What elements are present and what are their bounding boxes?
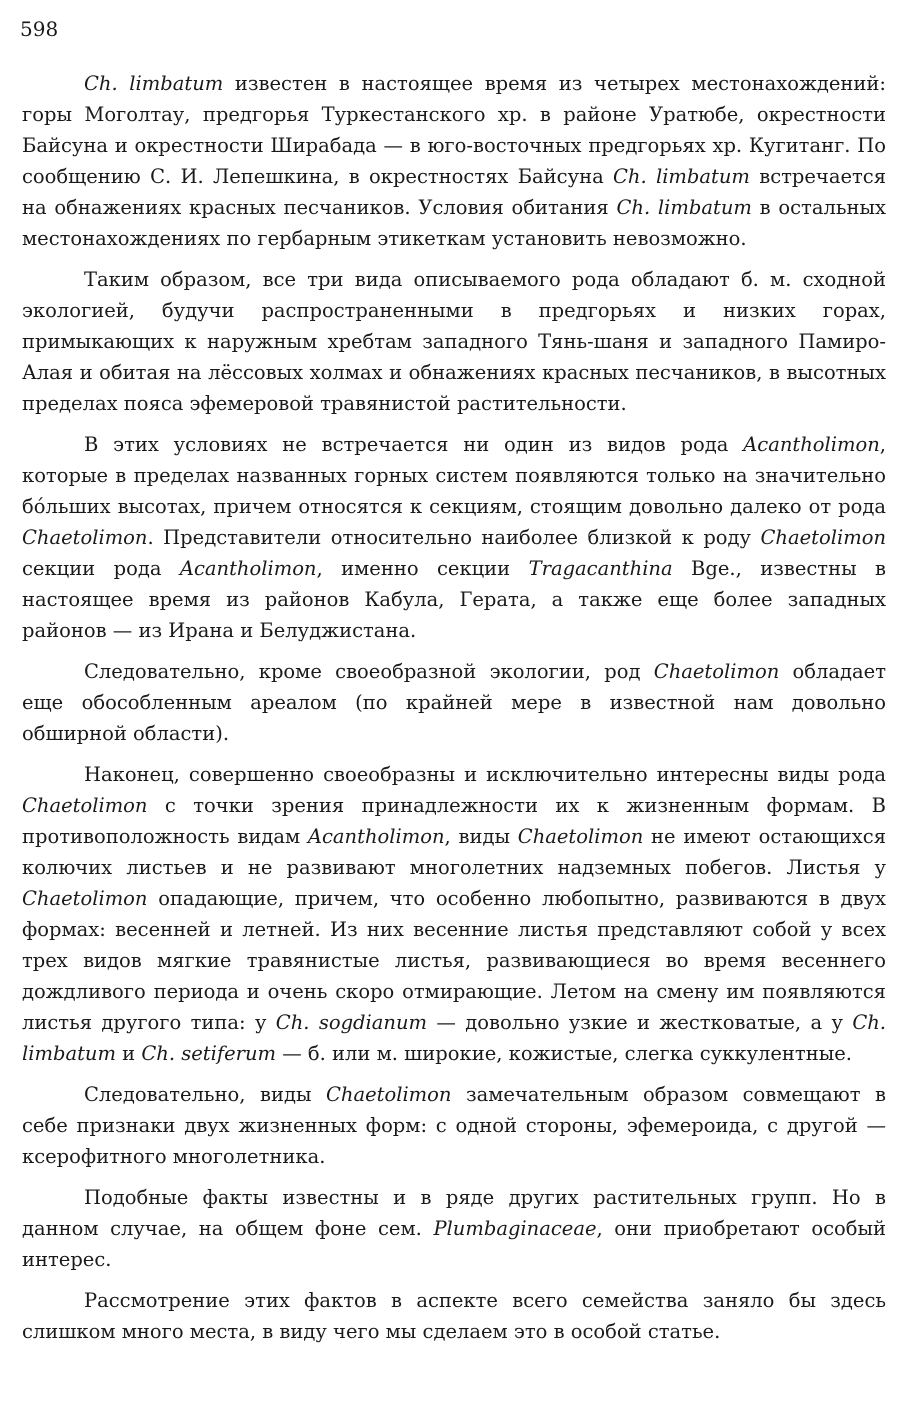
text-run: Рассмотрение этих фактов в аспекте всего семейства заняло бы здесь слишком много места, в виду чего мы сделаем это в особой статье. [22,1289,886,1343]
paragraph [22,264,886,419]
paragraph [22,759,886,1069]
text-run: не имеют остающихся колючих листьев и не развивают многолетних надземных побегов. Листья у [22,825,886,879]
text-run: Bge., известны в настоящее время из районов Кабула, Герата, а также еще более западных районов — из Ирана и Белуджистана. [22,557,887,642]
taxon-name: Chaetolimon [325,1083,452,1106]
text-run: и [115,1042,142,1065]
text-run: секции рода [22,557,180,580]
text-run: . Представители относительно наиболее близкой к роду [147,526,761,549]
taxon-name: Chaetolimon [22,887,148,910]
text-run: В этих условиях не встречается ни один из видов рода [84,433,744,456]
text-run: — б. или м. широкие, кожистые, слегка суккулентные. [276,1042,852,1065]
taxon-name: Chaetolimon [22,526,148,549]
taxon-name: Ch. limbatum [616,196,752,219]
paragraph [22,429,886,646]
taxon-name: Ch. limbatum [22,1011,886,1065]
taxon-name: Acantholimon [307,825,445,848]
paragraph [22,1182,886,1275]
taxon-name: Ch. sogdianum [275,1011,428,1034]
text-run: , они приобретают особый интерес. [22,1217,887,1271]
text-run: Подобные факты известны и в ряде других растительных групп. Но в данном случае, на общем фоне сем. [22,1186,886,1240]
text-run: — довольно узкие и жестковатые, а у [427,1011,853,1034]
text-run: в остальных местонахождениях по гербарным этикеткам установить невозможно. [22,196,886,250]
text-run: , которые в пределах названных горных систем появляются только на значительно бóльших высотах, причем относятся к секциям, стоящим довольно далеко от рода [22,433,886,518]
text-run: Таким образом, все три вида описываемого рода обладают б. м. сходной экологией, будучи распространенными в предгорьях и низких горах, примыкающих к наружным хребтам западного Тянь-шаня и западного Памиро-Алая и обитая на лёссовых холмах и обнажениях красных песчаников, в высотных пределах пояса эфемеровой травянистой растительности. [22,268,886,415]
taxon-name: Acantholimon [179,557,317,580]
text-run: , виды [444,825,518,848]
text-run: известен в настоящее время из четырех местонахождений: горы Моголтау, предгорья Туркестанского хр. в районе Уратюбе, окрестности Байсуна и окрестности Ширабада — в юго-восточных предгорьях хр. Кугитанг. По сообщению С. И. Лепешкина, в окрестностях Байсуна [22,72,886,188]
paragraph [22,68,886,254]
taxon-name: Chaetolimon [760,526,886,549]
taxon-name: Chaetolimon [653,660,780,683]
taxon-name: Plumbaginaceae [433,1217,597,1240]
paragraph [22,656,886,749]
text-run: встречается на обнажениях красных песчаников. Условия обитания [22,165,886,219]
page-number: 598 [20,17,59,41]
body-text [22,68,886,1347]
taxon-name: Tragacanthina [528,557,673,580]
paragraph [22,1285,886,1347]
taxon-name: Ch. limbatum [84,72,224,95]
taxon-name: Ch. limbatum [612,165,750,188]
text-run: Следовательно, кроме своеобразной экологии, род [84,660,654,683]
taxon-name: Acantholimon [743,433,880,456]
text-run: замечательным образом совмещают в себе признаки двух жизненных форм: с одной стороны, эфемероида, с другой — ксерофитного многолетника. [22,1083,886,1168]
text-run: , именно секции [316,557,529,580]
taxon-name: Chaetolimon [517,825,644,848]
paragraph [22,1079,886,1172]
text-run: Наконец, совершенно своеобразны и исключительно интересны виды рода [84,763,886,786]
text-run: с точки зрения принадлежности их к жизненным формам. В противоположность видам [22,794,886,848]
text-run: обладает еще обособленным ареалом (по крайней мере в известной нам довольно обширной области). [22,660,887,745]
text-run: опадающие, причем, что особенно любопытно, развиваются в двух формах: весенней и летней. Из них весенние листья представляют собой у всех трех видов мягкие травянистые листья, развивающиеся во время весеннего дождливого периода и очень скоро отмирающие. Летом на смену им появляются листья другого типа: у [22,887,886,1034]
taxon-name: Ch. setiferum [141,1042,276,1065]
taxon-name: Chaetolimon [22,794,148,817]
text-run: Следовательно, виды [84,1083,326,1106]
